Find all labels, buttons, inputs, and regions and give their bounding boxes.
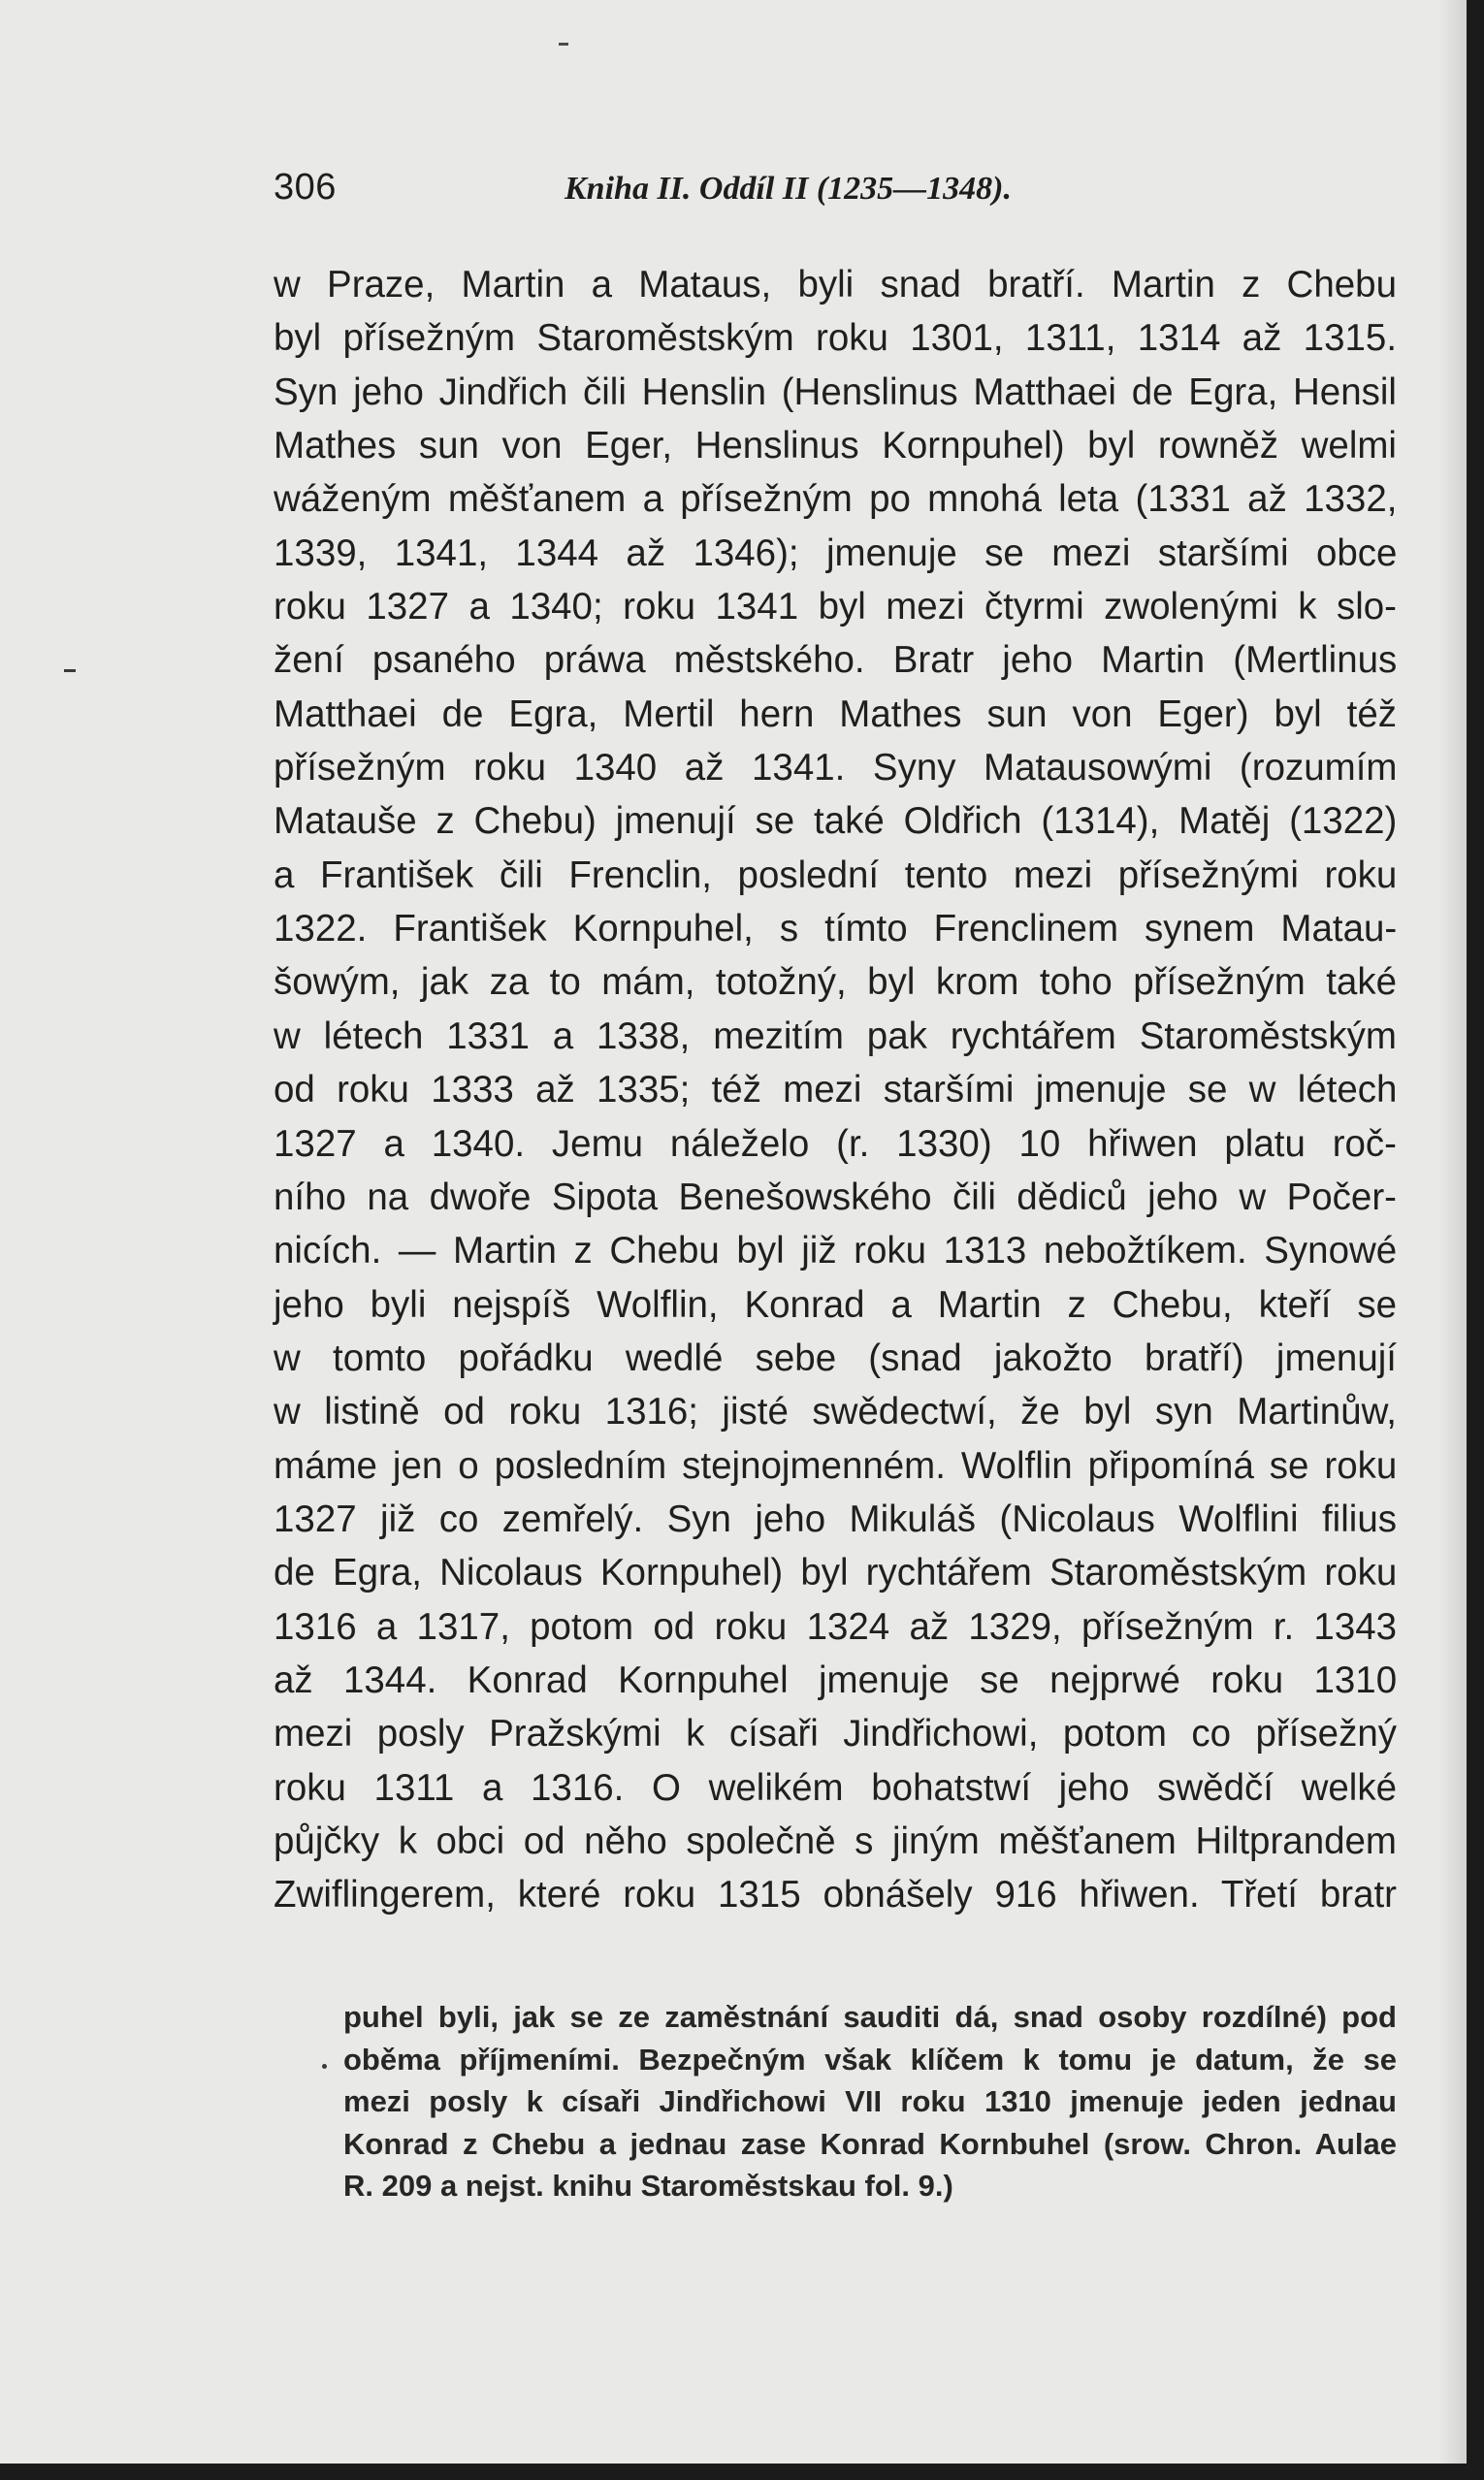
footnote-line: oběma příjmeními. Bezpečným však klíčem k tomu je datum, že se	[343, 2042, 1397, 2077]
footnote-line: puhel byli, jak se ze zaměstnání sauditi dá, snad osoby rozdílné) pod	[343, 2000, 1397, 2034]
text-line: jeho byli nejspíš Wolflin, Konrad a Martin z Chebu, kteří se	[274, 1283, 1397, 1326]
text-line: půjčky k obci od něho společně s jiným měšťanem Hiltprandem	[274, 1820, 1397, 1862]
text-line: roku 1327 a 1340; roku 1341 byl mezi čtyrmi zwolenými k slo-	[274, 586, 1397, 628]
text-line: Syn jeho Jindřich čili Henslin (Henslinus Matthaei de Egra, Hensil	[274, 370, 1397, 413]
text-line: a František čili Frenclin, poslední tento mezi přísežnými roku	[274, 854, 1398, 896]
text-line: nicích. — Martin z Chebu byl již roku 1313 nebožtíkem. Synowé	[274, 1230, 1398, 1272]
footnote-line: mezi posly k císaři Jindřichowi VII roku 1310 jmenuje jeden jednau	[343, 2084, 1397, 2119]
text-line: w listině od roku 1316; jisté swědectwí, že byl syn Martinůw,	[274, 1391, 1397, 1433]
page-header	[274, 167, 1069, 225]
text-line: mezi posly Pražskými k císaři Jindřichowi, potom co přísežný	[274, 1713, 1397, 1755]
text-line: Mathes sun von Eger, Henslinus Kornpuhel) byl rowněž welmi	[274, 425, 1397, 467]
text-line: 1327 a 1340. Jemu náleželo (r. 1330) 10 hřiwen platu roč-	[274, 1122, 1397, 1165]
text-line: přísežným roku 1340 až 1341. Syny Matausowými (rozumím	[274, 747, 1398, 789]
text-line: de Egra, Nicolaus Kornpuhel) byl rychtářem Staroměstským roku	[274, 1552, 1398, 1594]
text-line: 1316 a 1317, potom od roku 1324 až 1329, přísežným r. 1343	[274, 1605, 1398, 1648]
text-line: až 1344. Konrad Kornpuhel jmenuje se nejprwé roku 1310	[274, 1659, 1398, 1701]
text-line: roku 1311 a 1316. O welikém bohatstwí jeho swědčí welké	[274, 1766, 1397, 1809]
text-line: Zwiflingerem, které roku 1315 obnášely 916 hřiwen. Třetí bratr	[274, 1874, 1397, 1916]
footnote-line: R. 209 a nejst. knihu Staroměstskau fol. 9.)	[343, 2169, 953, 2204]
page-number: 306	[274, 167, 337, 208]
running-head: Kniha II. Oddíl II (1235—1348).	[565, 171, 1012, 207]
margin-mark	[322, 2064, 327, 2069]
text-line: byl přísežným Staroměstským roku 1301, 1311, 1314 až 1315.	[274, 317, 1398, 360]
footnote-line: Konrad z Chebu a jednau zase Konrad Kornbuhel (srow. Chron. Aulae	[343, 2126, 1397, 2161]
margin-mark	[64, 669, 76, 672]
text-line: 1339, 1341, 1344 až 1346); jmenuje se mezi staršími obce	[274, 531, 1398, 574]
footnote	[343, 1996, 1397, 2207]
body-text	[274, 258, 1397, 1922]
text-line: 1327 již co zemřelý. Syn jeho Mikuláš (Nicolaus Wolflini filius	[274, 1498, 1397, 1540]
text-line: Matthaei de Egra, Mertil hern Mathes sun von Eger) byl též	[274, 692, 1397, 735]
page-edge-shadow	[1439, 0, 1467, 2464]
text-line: ního na dwoře Sipota Benešowského čili dědiců jeho w Počer-	[274, 1176, 1397, 1218]
text-line: Matauše z Chebu) jmenují se také Oldřich (1314), Matěj (1322)	[274, 800, 1398, 843]
text-line: od roku 1333 až 1335; též mezi staršími jmenuje se w létech	[274, 1069, 1398, 1111]
text-line: w létech 1331 a 1338, mezitím pak rychtářem Staroměstským	[274, 1015, 1397, 1057]
text-line: 1322. František Kornpuhel, s tímto Frenclinem synem Matau-	[274, 908, 1398, 950]
text-line: šowým, jak za to mám, totožný, byl krom toho přísežným také	[274, 961, 1397, 1004]
text-line: máme jen o posledním stejnojmenném. Wolflin připomíná se roku	[274, 1444, 1398, 1487]
print-mark	[559, 43, 568, 46]
text-line: w tomto pořádku wedlé sebe (snad jakožto bratří) jmenují	[274, 1337, 1397, 1379]
text-line: žení psaného práwa městského. Bratr jeho Martin (Mertlinus	[274, 639, 1398, 682]
text-line: wáženým měšťanem a přísežným po mnohá leta (1331 až 1332,	[274, 478, 1398, 521]
text-line: w Praze, Martin a Mataus, byli snad bratří. Martin z Chebu	[274, 264, 1397, 306]
